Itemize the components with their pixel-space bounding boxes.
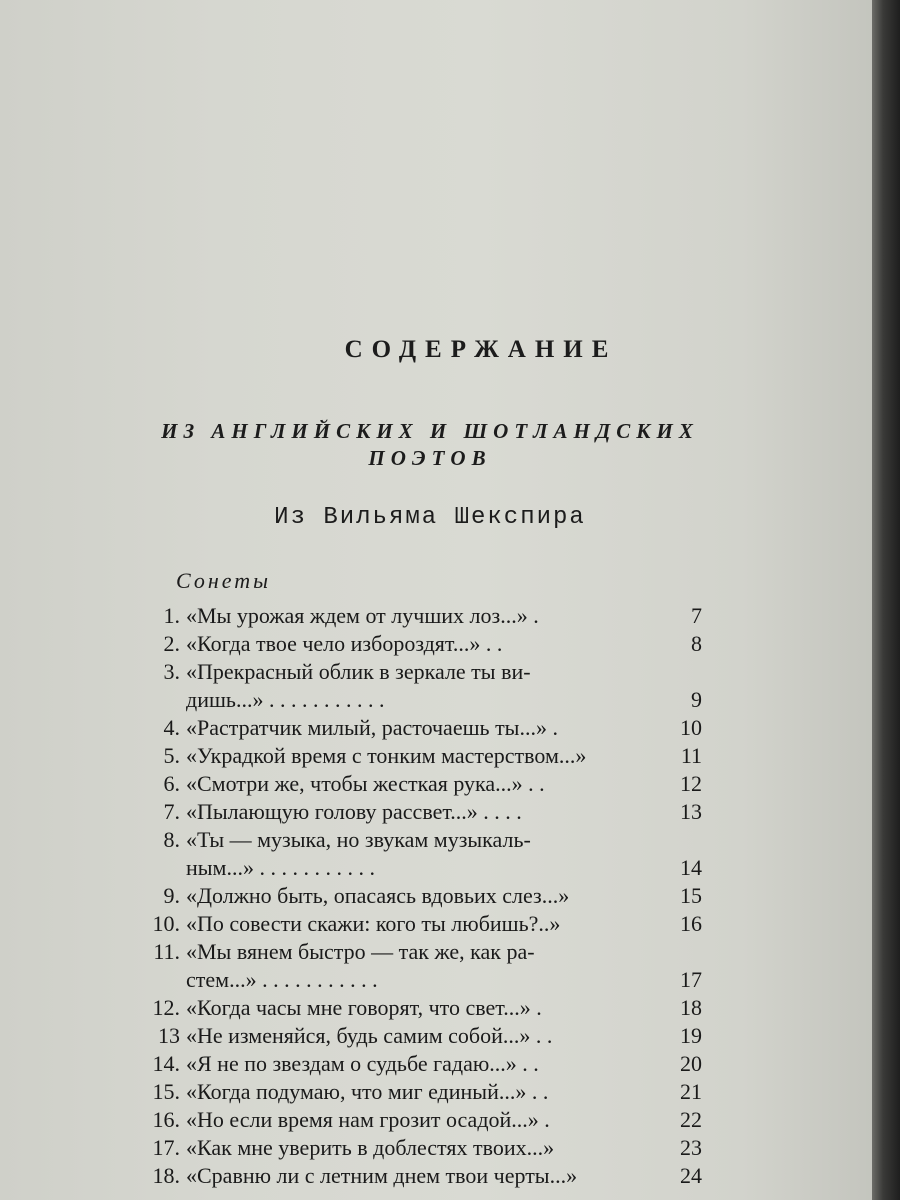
entry-number: 12. [152, 995, 180, 1020]
toc-entry [150, 854, 710, 882]
section-heading-line-1: ИЗ АНГЛИЙСКИХ И ШОТЛАНДСКИХ [161, 419, 699, 443]
section-heading-line-2: ПОЭТОВ [368, 446, 492, 470]
toc-entry [150, 798, 710, 826]
author-heading: Из Вильяма Шекспира [274, 504, 586, 531]
entry-title: «Мы вянем быстро — так же, как ра- [186, 939, 535, 964]
entry-number: 14. [152, 1051, 180, 1076]
entry-title: «Сравню ли с летним днем твои черты...» [186, 1163, 578, 1188]
entry-title: «Должно быть, опасаясь вдовьих слез...» [186, 883, 570, 908]
entry-title: «Как мне уверить в доблестях твоих...» [186, 1135, 555, 1160]
entry-title: «По совести скажи: кого ты любишь?..» [186, 911, 561, 936]
entry-page-number: 17 [680, 967, 702, 992]
entry-page-number: 13 [680, 799, 702, 824]
entry-page-number: 7 [691, 603, 702, 628]
entry-title: стем...» . . . . . . . . . . . [186, 967, 378, 992]
entry-title: «Смотри же, чтобы жесткая рука...» . . [186, 771, 545, 796]
toc-entry [150, 966, 710, 994]
entry-title: ным...» . . . . . . . . . . . [186, 855, 375, 880]
contents-list [150, 602, 710, 1190]
entry-page-number: 9 [691, 687, 702, 712]
contents-heading: СОДЕРЖАНИЕ [344, 336, 618, 363]
toc-entry [150, 1022, 710, 1050]
entry-number: 4. [163, 715, 180, 740]
toc-entry [150, 1106, 710, 1134]
entry-number: 11. [153, 939, 180, 964]
entry-title: «Растратчик милый, расточаешь ты...» . [186, 715, 558, 740]
entry-title: «Прекрасный облик в зеркале ты ви- [186, 659, 531, 684]
entry-page-number: 18 [680, 995, 702, 1020]
page-edge [872, 0, 900, 1200]
toc-entry [150, 770, 710, 798]
entry-title: дишь...» . . . . . . . . . . . [186, 687, 385, 712]
entry-number: 17. [152, 1135, 180, 1160]
entry-number: 15. [152, 1079, 180, 1104]
entry-page-number: 23 [680, 1135, 702, 1160]
entry-title: «Не изменяйся, будь самим собой...» . . [186, 1023, 553, 1048]
entry-page-number: 24 [680, 1163, 702, 1188]
section-heading [150, 418, 710, 472]
toc-entry [150, 938, 710, 966]
entry-page-number: 14 [680, 855, 702, 880]
entry-page-number: 20 [680, 1051, 702, 1076]
toc-entry [150, 1050, 710, 1078]
entry-number: 18. [152, 1163, 180, 1188]
toc-entry [150, 630, 710, 658]
entry-title: «Ты — музыка, но звукам музыкаль- [186, 827, 531, 852]
toc-entry [150, 602, 710, 630]
entry-number: 7. [163, 799, 180, 824]
entry-page-number: 12 [680, 771, 702, 796]
entry-number: 3. [163, 659, 180, 684]
entry-title: «Мы урожая ждем от лучших лоз...» . [186, 603, 539, 628]
entry-page-number: 11 [680, 743, 702, 768]
entry-title: «Когда твое чело избороздят...» . . [186, 631, 503, 656]
entry-page-number: 16 [680, 911, 702, 936]
entry-number: 9. [163, 883, 180, 908]
toc-entry [150, 1134, 710, 1162]
subsection-heading: Сонеты [176, 568, 271, 593]
entry-number: 5. [163, 743, 180, 768]
toc-entry [150, 742, 710, 770]
toc-entry [150, 686, 710, 714]
entry-page-number: 8 [691, 631, 702, 656]
toc-entry [150, 714, 710, 742]
toc-entry [150, 882, 710, 910]
entry-title: «Когда подумаю, что миг единый...» . . [186, 1079, 549, 1104]
entry-page-number: 15 [680, 883, 702, 908]
entry-title: «Когда часы мне говорят, что свет...» . [186, 995, 542, 1020]
entry-number: 2. [163, 631, 180, 656]
entry-number: 10. [152, 911, 180, 936]
entry-number: 1. [163, 603, 180, 628]
entry-page-number: 19 [680, 1023, 702, 1048]
entry-title: «Я не по звездам о судьбе гадаю...» . . [186, 1051, 539, 1076]
entry-page-number: 22 [680, 1107, 702, 1132]
toc-entry [150, 994, 710, 1022]
toc-entry [150, 658, 710, 686]
entry-number: 8. [163, 827, 180, 852]
entry-page-number: 21 [680, 1079, 702, 1104]
entry-number: 6. [163, 771, 180, 796]
entry-title: «Украдкой время с тонким мастерством...» [186, 743, 587, 768]
toc-entry [150, 826, 710, 854]
entry-title: «Но если время нам грозит осадой...» . [186, 1107, 550, 1132]
entry-title: «Пылающую голову рассвет...» . . . . [186, 799, 522, 824]
entry-number: 13 [158, 1023, 180, 1048]
entry-page-number: 10 [680, 715, 702, 740]
entry-number: 16. [152, 1107, 180, 1132]
toc-entry [150, 1078, 710, 1106]
toc-entry [150, 1162, 710, 1190]
toc-entry [150, 910, 710, 938]
